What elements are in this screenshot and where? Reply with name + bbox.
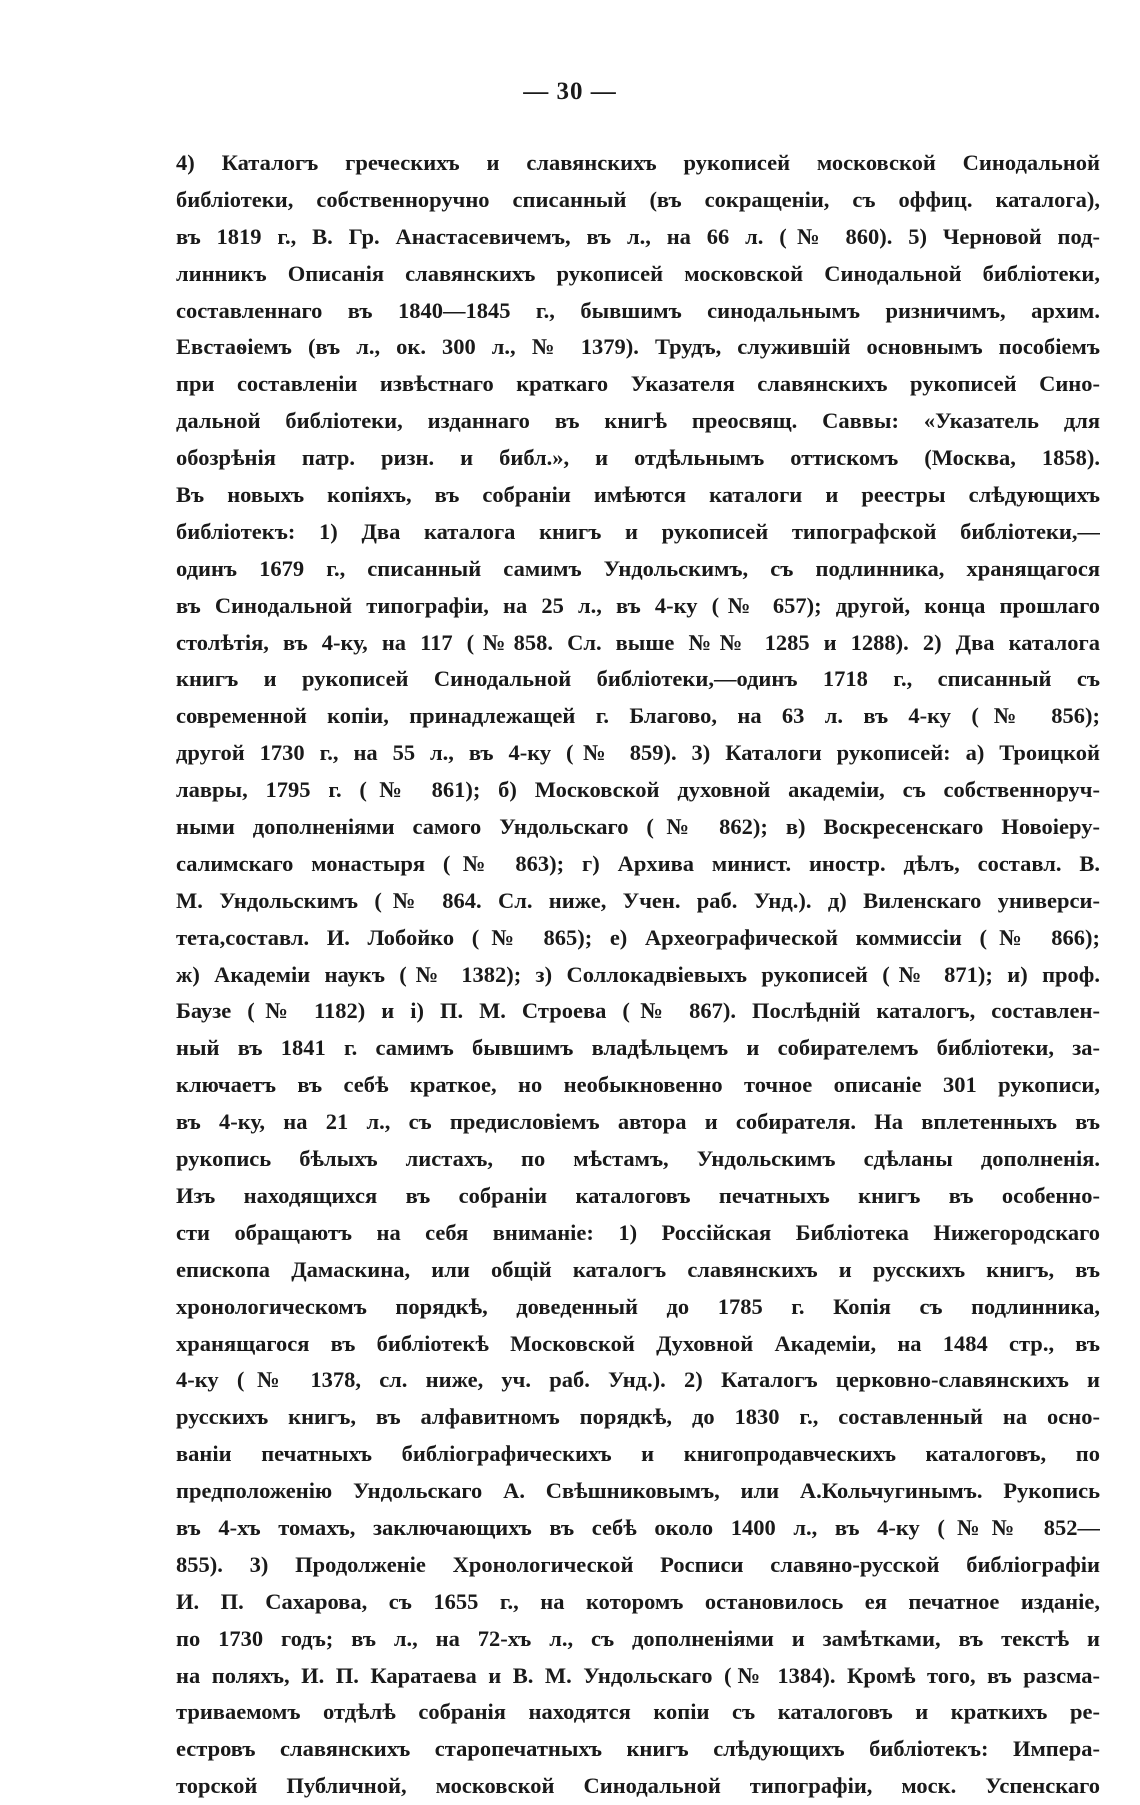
text-line: 855). 3) Продолженіе Хронологической Росписи славяно-русской библіографіи bbox=[176, 1551, 1100, 1577]
text-line: Евстаѳіемъ (въ л., ок. 300 л., № 1379). Трудъ, служившій основнымъ пособіемъ bbox=[176, 334, 1100, 360]
text-line: торской Публичной, московской Синодальной типографіи, моск. Успенскаго bbox=[176, 1773, 1100, 1799]
text-line: въ 4-ку, на 21 л., съ предисловіемъ автора и собирателя. На вплетенныхъ въ bbox=[176, 1109, 1100, 1135]
page-number: — 30 — bbox=[523, 78, 617, 105]
text-line: триваемомъ отдѣлѣ собранія находятся копіи съ каталоговъ и краткихъ ре- bbox=[176, 1699, 1100, 1725]
text-line: ваніи печатныхъ библіографическихъ и книгопродавческихъ каталоговъ, по bbox=[176, 1441, 1100, 1467]
text-line: ж) Академіи наукъ (№ 1382); з) Соллокадвіевыхъ рукописей (№ 871); и) проф. bbox=[176, 961, 1100, 987]
text-line: современной копіи, принадлежащей г. Благово, на 63 л. въ 4-ку (№ 856); bbox=[176, 703, 1100, 729]
text-line: Баузе (№ 1182) и і) П. М. Строева (№ 867). Послѣдній каталогъ, составлен- bbox=[176, 998, 1100, 1024]
text-line: обозрѣнія патр. ризн. и библ.», и отдѣльнымъ оттискомъ (Москва, 1858). bbox=[176, 445, 1100, 471]
text-line: въ 4-хъ томахъ, заключающихъ въ себѣ около 1400 л., въ 4-ку (№№ 852— bbox=[176, 1514, 1100, 1540]
text-line: одинъ 1679 г., списанный самимъ Ундольскимъ, съ подлинника, хранящагося bbox=[176, 555, 1100, 581]
text-line: на поляхъ, И. П. Каратаева и В. М. Ундольскаго (№ 1384). Кромѣ того, въ разсма- bbox=[176, 1662, 1100, 1688]
text-line: линникъ Описанія славянскихъ рукописей московской Синодальной библіотеки, bbox=[176, 260, 1100, 286]
text-line: ключаетъ въ себѣ краткое, но необыкновенно точное описаніе 301 рукописи, bbox=[176, 1072, 1100, 1098]
text-line: И. П. Сахарова, съ 1655 г., на которомъ остановилось ея печатное изданіе, bbox=[176, 1588, 1100, 1614]
text-line: дальной библіотеки, изданнаго въ книгѣ преосвящ. Саввы: «Указатель для bbox=[176, 408, 1100, 434]
text-line: М. Ундольскимъ (№ 864. Сл. ниже, Учен. раб. Унд.). д) Виленскаго универси- bbox=[176, 887, 1100, 913]
text-line: ными дополненіями самого Ундольскаго (№ 862); в) Воскресенскаго Новоіеру- bbox=[176, 814, 1100, 840]
text-line: ный въ 1841 г. самимъ бывшимъ владѣльцемъ и собирателемъ библіотеки, за- bbox=[176, 1035, 1100, 1061]
text-line: хронологическомъ порядкѣ, доведенный до 1785 г. Копія съ подлинника, bbox=[176, 1293, 1100, 1319]
text-line: 4-ку (№ 1378, сл. ниже, уч. раб. Унд.). 2) Каталогъ церковно-славянскихъ и bbox=[176, 1367, 1100, 1393]
text-line: рукопись бѣлыхъ листахъ, по мѣстамъ, Ундольскимъ сдѣланы дополненія. bbox=[176, 1146, 1100, 1172]
text-line: тета,составл. И. Лобойко (№ 865); е) Археографической коммиссіи (№ 866); bbox=[176, 924, 1100, 950]
text-line: по 1730 годъ; въ л., на 72-хъ л., съ дополненіями и замѣтками, въ текстѣ и bbox=[176, 1625, 1100, 1651]
text-line: русскихъ книгъ, въ алфавитномъ порядкѣ, до 1830 г., составленный на осно- bbox=[176, 1404, 1100, 1430]
text-line: составленнаго въ 1840—1845 г., бывшимъ синодальнымъ ризничимъ, архим. bbox=[176, 297, 1100, 323]
text-line: книгъ и рукописей Синодальной библіотеки,—одинъ 1718 г., списанный съ bbox=[176, 666, 1100, 692]
text-line: Изъ находящихся въ собраніи каталоговъ печатныхъ книгъ въ особенно- bbox=[176, 1182, 1100, 1208]
body-text bbox=[176, 145, 1100, 1805]
text-line: библіотеки, собственноручно списанный (въ сокращеніи, съ оффиц. каталога), bbox=[176, 186, 1100, 212]
text-line: другой 1730 г., на 55 л., въ 4-ку (№ 859). 3) Каталоги рукописей: а) Троицкой bbox=[176, 740, 1100, 766]
text-line: библіотекъ: 1) Два каталога книгъ и рукописей типографской библіотеки,— bbox=[176, 518, 1100, 544]
text-line: естровъ славянскихъ старопечатныхъ книгъ слѣдующихъ библіотекъ: Импера- bbox=[176, 1736, 1100, 1762]
text-line: Въ новыхъ копіяхъ, въ собраніи имѣются каталоги и реестры слѣдующихъ bbox=[176, 482, 1100, 508]
text-line: въ Синодальной типографіи, на 25 л., въ 4-ку (№ 657); другой, конца прошлаго bbox=[176, 592, 1100, 618]
text-line: лавры, 1795 г. (№ 861); б) Московской духовной академіи, съ собственноруч- bbox=[176, 777, 1100, 803]
text-line: салимскаго монастыря (№ 863); г) Архива минист. иностр. дѣлъ, составл. В. bbox=[176, 850, 1100, 876]
text-line: предположенію Ундольскаго А. Свѣшниковымъ, или А.Кольчугинымъ. Рукопись bbox=[176, 1478, 1100, 1504]
text-line: хранящагося въ библіотекѣ Московской Духовной Академіи, на 1484 стр., въ bbox=[176, 1330, 1100, 1356]
text-line: при составленіи извѣстнаго краткаго Указателя славянскихъ рукописей Сино- bbox=[176, 371, 1100, 397]
text-line: въ 1819 г., В. Гр. Анастасевичемъ, въ л., на 66 л. (№ 860). 5) Черновой под- bbox=[176, 223, 1100, 249]
text-line: епископа Дамаскина, или общій каталогъ славянскихъ и русскихъ книгъ, въ bbox=[176, 1256, 1100, 1282]
text-line: 4) Каталогъ греческихъ и славянскихъ рукописей московской Синодальной bbox=[176, 150, 1100, 175]
text-line: сти обращаютъ на себя вниманіе: 1) Россійская Библіотека Нижегородскаго bbox=[176, 1219, 1100, 1245]
text-line: столѣтія, въ 4-ку, на 117 (№858. Сл. выше №№ 1285 и 1288). 2) Два каталога bbox=[176, 629, 1100, 655]
